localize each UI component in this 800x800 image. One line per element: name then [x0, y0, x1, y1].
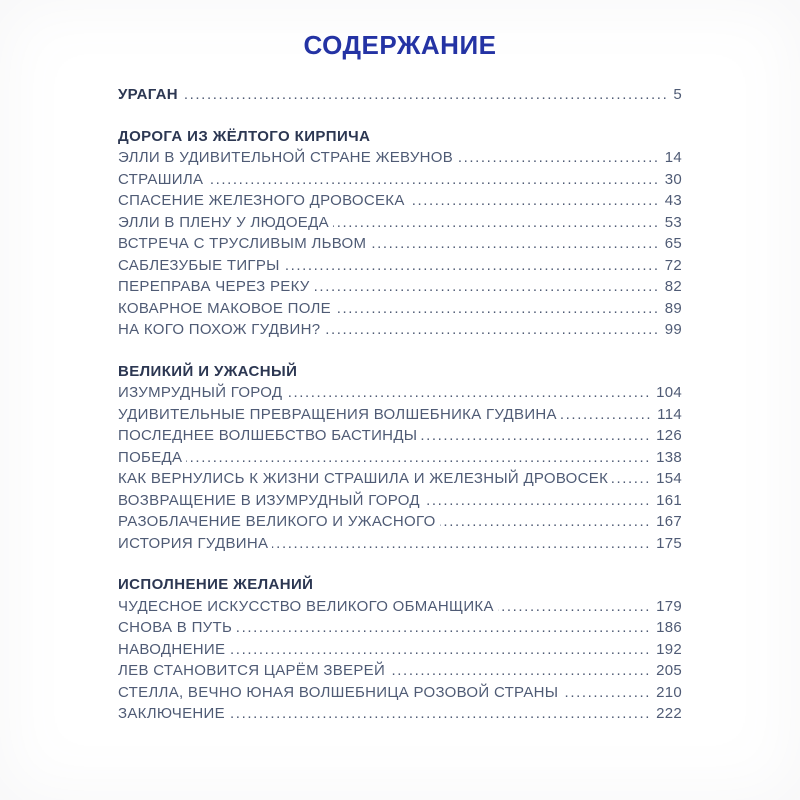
toc-entry — [118, 639, 682, 661]
entry-label: ПЕРЕПРАВА ЧЕРЕЗ РЕКУ — [118, 278, 310, 295]
toc-section — [118, 361, 682, 555]
entry-label: СТРАШИЛА — [118, 170, 204, 188]
dot-leader — [229, 639, 651, 661]
entry-page-number: 82 — [664, 278, 682, 295]
dot-leader — [498, 596, 651, 618]
entry-label: ЭЛЛИ В ПЛЕНУ У ЛЮДОЕДА — [118, 213, 329, 231]
entry-page-number: 138 — [656, 448, 682, 466]
entry-page-number: 114 — [657, 405, 682, 423]
entry-label: НА КОГО ПОХОЖ ГУДВИН? — [118, 321, 321, 338]
section-header: ВЕЛИКИЙ И УЖАСНЫЙ — [118, 362, 298, 380]
dot-leader — [421, 425, 651, 447]
dot-leader — [562, 682, 651, 704]
toc-entry — [118, 319, 682, 341]
entry-page-number: 65 — [664, 235, 682, 252]
toc-entry — [118, 84, 682, 106]
entry-page-number: 72 — [664, 256, 682, 274]
entry-page-number: 126 — [656, 427, 682, 444]
toc-entry — [118, 276, 682, 298]
entry-label: ИСТОРИЯ ГУДВИНА — [118, 534, 269, 552]
entry-label: СТЕЛЛА, ВЕЧНО ЮНАЯ ВОЛШЕБНИЦА РОЗОВОЙ СТРАНЫ — [118, 683, 559, 701]
toc-entry — [118, 511, 682, 533]
dot-leader — [409, 190, 660, 212]
dot-leader — [236, 617, 651, 639]
dot-leader — [333, 212, 660, 234]
entry-page-number: 167 — [656, 513, 682, 530]
toc-entry — [118, 533, 682, 555]
entry-page-number: 154 — [656, 470, 682, 487]
toc-entry — [118, 617, 682, 639]
page-title: СОДЕРЖАНИЕ — [303, 30, 497, 60]
toc-entry — [118, 147, 682, 169]
dot-leader — [335, 298, 660, 320]
toc-entry — [118, 382, 682, 404]
entry-page-number: 210 — [656, 683, 682, 701]
dot-leader — [370, 233, 659, 255]
dot-leader — [182, 84, 668, 106]
section-header: ИСПОЛНЕНИЕ ЖЕЛАНИЙ — [118, 576, 314, 593]
dot-leader — [314, 276, 660, 298]
dot-leader — [272, 533, 651, 555]
entry-label: НАВОДНЕНИЕ — [118, 640, 226, 658]
entry-label: КАК ВЕРНУЛИСЬ К ЖИЗНИ СТРАШИЛА И ЖЕЛЕЗНЫЙ ДРОВОСЕК — [118, 470, 609, 487]
toc-section — [118, 574, 682, 725]
entry-label: УДИВИТЕЛЬНЫЕ ПРЕВРАЩЕНИЯ ВОЛШЕБНИКА ГУДВИНА — [118, 405, 557, 423]
toc-list — [118, 84, 682, 725]
entry-label: САБЛЕЗУБЫЕ ТИГРЫ — [118, 256, 280, 274]
entry-label: ПОСЛЕДНЕЕ ВОЛШЕБСТВО БАСТИНДЫ — [118, 427, 418, 444]
toc-entry — [118, 169, 682, 191]
dot-leader — [424, 490, 651, 512]
dot-leader — [229, 703, 651, 725]
entry-page-number: 53 — [664, 213, 682, 231]
entry-page-number: 30 — [664, 170, 682, 188]
toc-entry — [118, 425, 682, 447]
dot-leader — [561, 404, 652, 426]
toc-entry — [118, 298, 682, 320]
toc-entry — [118, 255, 682, 277]
entry-page-number: 43 — [664, 192, 682, 209]
entry-label: ВСТРЕЧА С ТРУСЛИВЫМ ЛЬВОМ — [118, 235, 367, 252]
entry-label: ЭЛЛИ В УДИВИТЕЛЬНОЙ СТРАНЕ ЖЕВУНОВ — [118, 149, 454, 166]
entry-label: ИЗУМРУДНЫЙ ГОРОД — [118, 384, 283, 401]
toc-entry — [118, 490, 682, 512]
entry-label: ЛЕВ СТАНОВИТСЯ ЦАРЁМ ЗВЕРЕЙ — [118, 662, 386, 679]
entry-page-number: 205 — [656, 662, 682, 679]
toc-entry — [118, 404, 682, 426]
entry-page-number: 14 — [664, 149, 682, 166]
dot-leader — [207, 169, 659, 191]
entry-page-number: 186 — [656, 619, 682, 636]
dot-leader — [284, 255, 660, 277]
entry-page-number: 175 — [656, 534, 682, 552]
entry-page-number: 5 — [673, 86, 682, 103]
toc-entry — [118, 212, 682, 234]
dot-leader — [286, 382, 651, 404]
toc-entry — [118, 682, 682, 704]
entry-label: ВОЗВРАЩЕНИЕ В ИЗУМРУДНЫЙ ГОРОД — [118, 491, 420, 509]
toc-entry — [118, 703, 682, 725]
section-header: ДОРОГА ИЗ ЖЁЛТОГО КИРПИЧА — [118, 127, 371, 145]
toc-entry — [118, 660, 682, 682]
entry-page-number: 104 — [656, 384, 682, 401]
dot-leader — [324, 319, 659, 341]
dot-leader — [186, 447, 651, 469]
dot-leader — [457, 147, 660, 169]
entry-page-number: 179 — [656, 597, 682, 615]
entry-page-number: 161 — [656, 491, 682, 509]
entry-page-number: 222 — [656, 705, 682, 722]
entry-label: УРАГАН — [118, 86, 178, 103]
dot-leader — [389, 660, 651, 682]
entry-page-number: 89 — [664, 299, 682, 317]
toc-section — [118, 126, 682, 341]
toc-entry — [118, 190, 682, 212]
entry-label: СПАСЕНИЕ ЖЕЛЕЗНОГО ДРОВОСЕКА — [118, 192, 405, 209]
entry-label: ПОБЕДА — [118, 448, 183, 466]
toc-entry — [118, 233, 682, 255]
entry-label: КОВАРНОЕ МАКОВОЕ ПОЛЕ — [118, 299, 331, 317]
entry-page-number: 192 — [656, 640, 682, 658]
entry-page-number: 99 — [664, 321, 682, 338]
entry-label: РАЗОБЛАЧЕНИЕ ВЕЛИКОГО И УЖАСНОГО — [118, 513, 436, 530]
entry-label: СНОВА В ПУТЬ — [118, 619, 233, 636]
toc-entry — [118, 468, 682, 490]
dot-leader — [612, 468, 651, 490]
dot-leader — [440, 511, 651, 533]
toc-entry — [118, 596, 682, 618]
entry-label: ЗАКЛЮЧЕНИЕ — [118, 705, 225, 722]
toc-entry — [118, 447, 682, 469]
entry-label: ЧУДЕСНОЕ ИСКУССТВО ВЕЛИКОГО ОБМАНЩИКА — [118, 597, 494, 615]
